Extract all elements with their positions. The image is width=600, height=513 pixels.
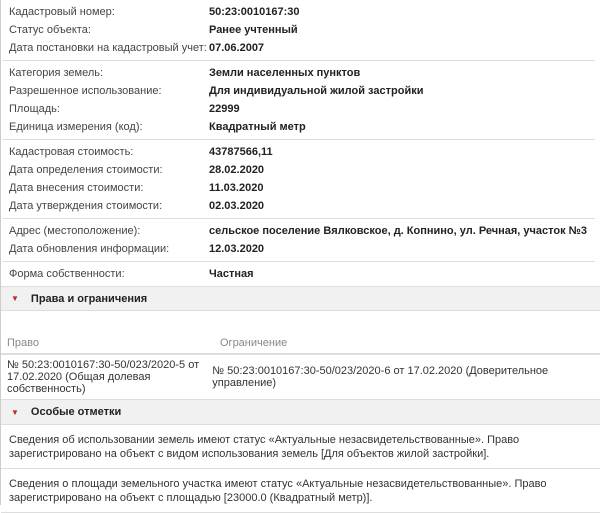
info-group [3,61,595,140]
field-label: Дата внесения стоимости: [9,182,144,194]
field-value: 28.02.2020 [209,164,265,176]
field-value: 07.06.2007 [209,42,265,54]
section-rights-header[interactable] [1,286,600,311]
restriction-cell: № 50:23:0010167:30-50/023/2020-6 от 17.02.2020 (Доверительное управление) [212,365,549,389]
info-row [3,240,595,258]
field-label: Единица измерения (код): [9,121,143,133]
table-row [1,355,600,400]
caret-down-icon: ▼ [11,407,19,417]
field-label: Разрешенное использование: [9,85,162,97]
field-value: Ранее учтенный [209,24,298,36]
col-right: Право [7,337,39,349]
field-label: Дата утверждения стоимости: [9,200,163,212]
info-row [3,197,595,215]
section-title: Особые отметки [30,406,122,418]
field-label: Форма собственности: [9,268,125,280]
note-item: Сведения об использовании земель имеют статус «Актуальные незасвидетельствованные». Право зарегистрировано на объект с видом использования земель [Для объектов жилой застройки]. [1,425,600,469]
field-label: Кадастровая стоимость: [9,146,134,158]
info-row [3,39,595,57]
field-value: 22999 [209,103,240,115]
note-item: Сведения о площади земельного участка имеют статус «Актуальные незасвидетельствованные». Право зарегистрировано на объект с площадью [23000.0 (Квадратный метр)]. [1,469,600,513]
field-value: Земли населенных пунктов [209,67,361,79]
field-label: Площадь: [9,103,60,115]
field-label: Статус объекта: [9,24,91,36]
field-value: Для индивидуальной жилой застройки [209,85,424,97]
info-row [3,21,595,39]
info-row [3,179,595,197]
field-value: 50:23:0010167:30 [209,6,300,18]
field-value: 12.03.2020 [209,243,265,255]
field-label: Дата постановки на кадастровый учет: [9,42,207,54]
col-restriction: Ограничение [220,337,288,349]
caret-down-icon: ▼ [11,294,19,303]
field-label: Адрес (местоположение): [9,225,141,237]
section-title: Права и ограничения [30,292,148,305]
right-cell: № 50:23:0010167:30-50/023/2020-5 от 17.02.2020 (Общая долевая собственность) [7,359,200,395]
section-notes-header[interactable] [1,400,600,425]
info-group [3,0,595,61]
field-value: 11.03.2020 [209,182,264,194]
info-row [3,222,595,240]
field-value: сельское поселение Вялковское, д. Копнино, ул. Речная, участок №3 [209,225,588,237]
field-value: Квадратный метр [209,121,306,133]
info-row [3,161,595,179]
field-value: Частная [209,268,254,280]
field-value: 02.03.2020 [209,200,265,212]
info-row [3,118,595,136]
info-row [3,3,595,21]
info-row [3,82,595,100]
info-group [3,140,595,219]
info-group [3,219,595,262]
info-groups [1,0,600,286]
info-row [3,100,595,118]
field-value: 43787566,11 [209,146,273,158]
info-row [3,64,595,82]
field-label: Дата определения стоимости: [9,164,163,176]
field-label: Кадастровый номер: [9,6,115,18]
field-label: Категория земель: [9,67,104,79]
info-row [3,265,595,283]
field-label: Дата обновления информации: [9,243,170,255]
rights-table-header [1,333,600,355]
info-row [3,143,595,161]
info-group [3,262,595,286]
